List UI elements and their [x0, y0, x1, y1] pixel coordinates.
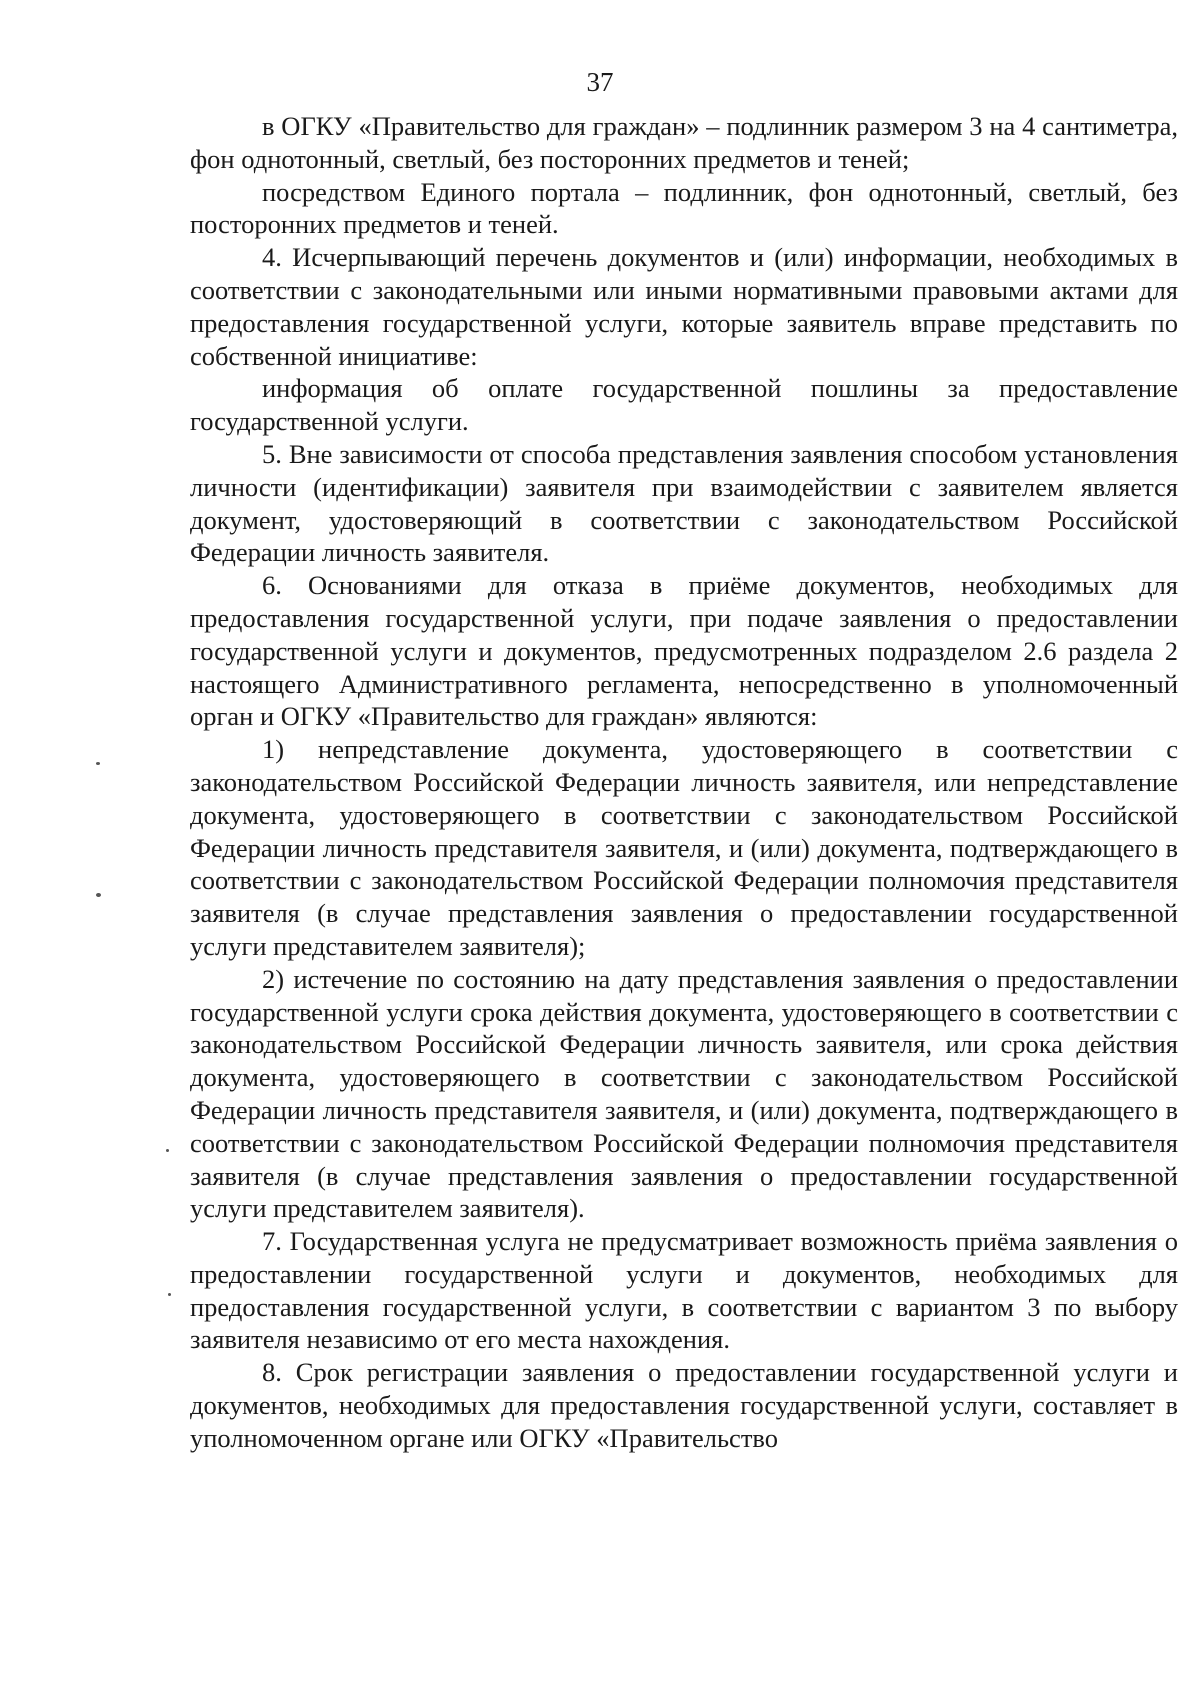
- paragraph-photo-ogku: в ОГКУ «Правительство для граждан» – подлинник размером 3 на 4 сантиметра, фон однотонный, светлый, без посторонних предметов и теней;: [190, 111, 1178, 174]
- scan-speck: [96, 762, 100, 765]
- page-number: 37: [586, 67, 614, 97]
- paragraph-4-optional-documents: 4. Исчерпывающий перечень документов и (или) информации, необходимых в соответствии с законодательными или иными нормативными правовыми актами для предоставления государственной услуги, которые заявитель вправе представить по собственной инициативе:: [190, 242, 1178, 371]
- paragraph-6-item-1: 1) непредставление документа, удостоверяющего в соответствии с законодательством Российской Федерации личность заявителя, или непредставление документа, удостоверяющего в соответствии с законодательством Российской Федерации личность представителя заявителя, и (или) документа, подтверждающего в соответствии с законодательством Российской Федерации полномочия представителя заявителя (в случае представления заявления о предоставлении государственной услуги представителем заявителя);: [190, 734, 1178, 961]
- scan-speck: [166, 1149, 169, 1152]
- paragraph-7-extraterritorial: 7. Государственная услуга не предусматривает возможность приёма заявления о предоставлении государственной услуги и документов, необходимых для предоставления государственной услуги, в соответствии с вариантом 3 по выбору заявителя независимо от его места нахождения.: [190, 1226, 1178, 1355]
- paragraph-6-item-2: 2) истечение по состоянию на дату представления заявления о предоставлении государственной услуги срока действия документа, удостоверяющего в соответствии с законодательством Российской Федерации личность заявителя, или срока действия документа, удостоверяющего в соответствии с законодательством Российской Федерации личность представителя заявителя, и (или) документа, подтверждающего в соответствии с законодательством Российской Федерации полномочия представителя заявителя (в случае представления заявления о предоставлении государственной услуги представителем заявителя).: [190, 963, 1178, 1224]
- paragraph-state-fee-info: информация об оплате государственной пошлины за предоставление государственной услуги.: [190, 373, 1178, 437]
- paragraph-photo-portal: посредством Единого портала – подлинник, фон однотонный, светлый, без посторонних предметов и теней.: [190, 176, 1178, 240]
- paragraph-5-identification: 5. Вне зависимости от способа представления заявления способом установления личности (идентификации) заявителя при взаимодействии с заявителем является документ, удостоверяющий в соответствии с законодательством Российской Федерации личность заявителя.: [190, 438, 1178, 568]
- paragraph-6-refusal-grounds: 6. Основаниями для отказа в приёме документов, необходимых для предоставления государственной услуги, при подаче заявления о предоставлении государственной услуги и документов, предусмотренных подразделом 2.6 раздела 2 настоящего Административного регламента, непосредственно в уполномоченный орган и ОГКУ «Правительство для граждан» являются:: [190, 570, 1178, 732]
- document-body: [190, 110, 1178, 1455]
- scan-speck: [96, 893, 101, 897]
- paragraph-8-registration-term: 8. Срок регистрации заявления о предоставлении государственной услуги и документов, необходимых для предоставления государственной услуги, составляет в уполномоченном органе или ОГКУ «Правительство: [190, 1357, 1178, 1453]
- scan-speck: [168, 1293, 171, 1296]
